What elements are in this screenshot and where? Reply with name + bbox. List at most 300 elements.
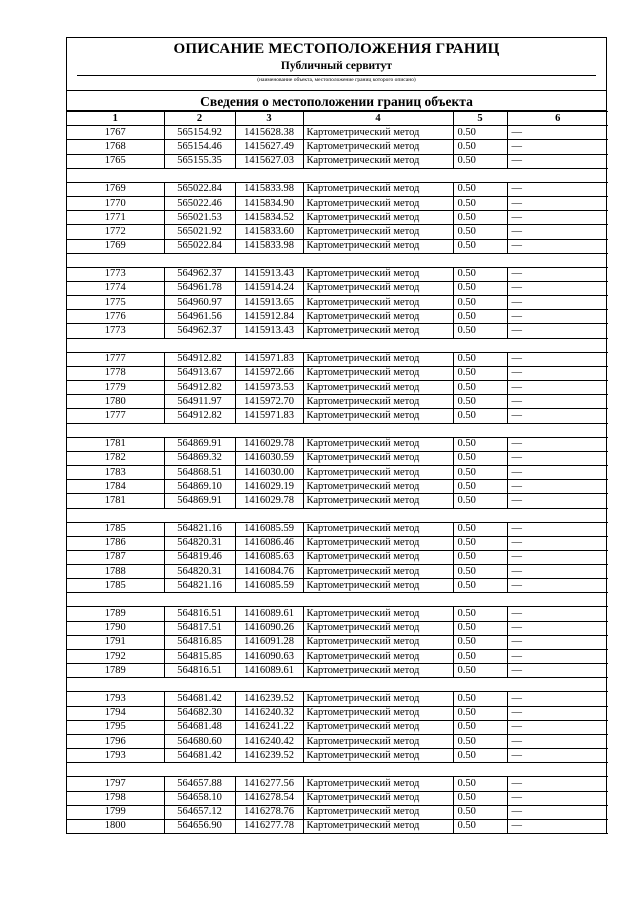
group-separator bbox=[67, 338, 608, 352]
description-cell: — bbox=[507, 494, 608, 508]
accuracy-cell: 0.50 bbox=[453, 395, 507, 409]
x-coordinate-cell: 564816.85 bbox=[164, 635, 235, 649]
x-coordinate-cell: 564815.85 bbox=[164, 650, 235, 664]
table-row bbox=[67, 182, 608, 196]
description-cell: — bbox=[507, 635, 608, 649]
accuracy-cell: 0.50 bbox=[453, 536, 507, 550]
description-cell: — bbox=[507, 267, 608, 281]
x-coordinate-cell: 564681.42 bbox=[164, 749, 235, 763]
x-coordinate-cell: 564657.12 bbox=[164, 805, 235, 819]
separator-cell bbox=[67, 168, 608, 182]
description-cell: — bbox=[507, 621, 608, 635]
point-number-cell: 1793 bbox=[67, 692, 164, 706]
description-cell: — bbox=[507, 437, 608, 451]
description-cell: — bbox=[507, 281, 608, 295]
accuracy-cell: 0.50 bbox=[453, 239, 507, 253]
point-number-cell: 1779 bbox=[67, 381, 164, 395]
document-title: ОПИСАНИЕ МЕСТОПОЛОЖЕНИЯ ГРАНИЦ bbox=[173, 41, 500, 57]
y-coordinate-cell: 1416090.63 bbox=[235, 650, 303, 664]
table-row bbox=[67, 154, 608, 168]
column-header-1: 1 bbox=[67, 112, 164, 126]
method-cell: Картометрический метод bbox=[303, 664, 453, 678]
separator-cell bbox=[67, 423, 608, 437]
x-coordinate-cell: 564681.48 bbox=[164, 720, 235, 734]
method-cell: Картометрический метод bbox=[303, 366, 453, 380]
point-number-cell: 1787 bbox=[67, 550, 164, 564]
point-number-cell: 1784 bbox=[67, 480, 164, 494]
method-cell: Картометрический метод bbox=[303, 791, 453, 805]
y-coordinate-cell: 1416086.46 bbox=[235, 536, 303, 550]
column-header-3: 3 bbox=[235, 112, 303, 126]
separator-cell bbox=[67, 508, 608, 522]
method-cell: Картометрический метод bbox=[303, 607, 453, 621]
description-cell: — bbox=[507, 324, 608, 338]
description-cell: — bbox=[507, 126, 608, 140]
table-row bbox=[67, 734, 608, 748]
table-row bbox=[67, 805, 608, 819]
group-separator bbox=[67, 763, 608, 777]
method-cell: Картометрический метод bbox=[303, 126, 453, 140]
y-coordinate-cell: 1415913.65 bbox=[235, 296, 303, 310]
table-row bbox=[67, 749, 608, 763]
description-cell: — bbox=[507, 409, 608, 423]
description-cell: — bbox=[507, 706, 608, 720]
y-coordinate-cell: 1415972.66 bbox=[235, 366, 303, 380]
description-cell: — bbox=[507, 565, 608, 579]
x-coordinate-cell: 564961.78 bbox=[164, 281, 235, 295]
accuracy-cell: 0.50 bbox=[453, 366, 507, 380]
table-row bbox=[67, 664, 608, 678]
y-coordinate-cell: 1416241.22 bbox=[235, 720, 303, 734]
accuracy-cell: 0.50 bbox=[453, 296, 507, 310]
y-coordinate-cell: 1416030.00 bbox=[235, 465, 303, 479]
description-cell: — bbox=[507, 310, 608, 324]
document-caption: (наименование объекта, местоположение границ которого описано) bbox=[257, 77, 416, 83]
description-cell: — bbox=[507, 225, 608, 239]
y-coordinate-cell: 1416239.52 bbox=[235, 749, 303, 763]
point-number-cell: 1799 bbox=[67, 805, 164, 819]
y-coordinate-cell: 1416277.78 bbox=[235, 819, 303, 833]
method-cell: Картометрический метод bbox=[303, 324, 453, 338]
description-cell: — bbox=[507, 607, 608, 621]
point-number-cell: 1793 bbox=[67, 749, 164, 763]
method-cell: Картометрический метод bbox=[303, 819, 453, 833]
y-coordinate-cell: 1415834.90 bbox=[235, 196, 303, 210]
point-number-cell: 1788 bbox=[67, 565, 164, 579]
accuracy-cell: 0.50 bbox=[453, 621, 507, 635]
description-cell: — bbox=[507, 734, 608, 748]
y-coordinate-cell: 1416278.76 bbox=[235, 805, 303, 819]
y-coordinate-cell: 1416240.32 bbox=[235, 706, 303, 720]
method-cell: Картометрический метод bbox=[303, 720, 453, 734]
document-subtitle: Публичный сервитут bbox=[280, 60, 393, 72]
point-number-cell: 1795 bbox=[67, 720, 164, 734]
point-number-cell: 1777 bbox=[67, 352, 164, 366]
y-coordinate-cell: 1415912.84 bbox=[235, 310, 303, 324]
point-number-cell: 1786 bbox=[67, 536, 164, 550]
group-separator bbox=[67, 168, 608, 182]
y-coordinate-cell: 1416085.63 bbox=[235, 550, 303, 564]
accuracy-cell: 0.50 bbox=[453, 522, 507, 536]
method-cell: Картометрический метод bbox=[303, 635, 453, 649]
description-cell: — bbox=[507, 522, 608, 536]
x-coordinate-cell: 564912.82 bbox=[164, 409, 235, 423]
x-coordinate-cell: 564869.32 bbox=[164, 451, 235, 465]
x-coordinate-cell: 564912.82 bbox=[164, 381, 235, 395]
accuracy-cell: 0.50 bbox=[453, 664, 507, 678]
y-coordinate-cell: 1416085.59 bbox=[235, 579, 303, 593]
description-cell: — bbox=[507, 381, 608, 395]
x-coordinate-cell: 564820.31 bbox=[164, 536, 235, 550]
method-cell: Картометрический метод bbox=[303, 409, 453, 423]
x-coordinate-cell: 565021.92 bbox=[164, 225, 235, 239]
table-row bbox=[67, 579, 608, 593]
accuracy-cell: 0.50 bbox=[453, 211, 507, 225]
method-cell: Картометрический метод bbox=[303, 805, 453, 819]
method-cell: Картометрический метод bbox=[303, 692, 453, 706]
table-row bbox=[67, 381, 608, 395]
accuracy-cell: 0.50 bbox=[453, 267, 507, 281]
method-cell: Картометрический метод bbox=[303, 267, 453, 281]
y-coordinate-cell: 1415972.70 bbox=[235, 395, 303, 409]
table-row bbox=[67, 395, 608, 409]
point-number-cell: 1771 bbox=[67, 211, 164, 225]
point-number-cell: 1789 bbox=[67, 607, 164, 621]
x-coordinate-cell: 564817.51 bbox=[164, 621, 235, 635]
point-number-cell: 1769 bbox=[67, 182, 164, 196]
method-cell: Картометрический метод bbox=[303, 494, 453, 508]
method-cell: Картометрический метод bbox=[303, 565, 453, 579]
method-cell: Картометрический метод bbox=[303, 579, 453, 593]
x-coordinate-cell: 564819.46 bbox=[164, 550, 235, 564]
accuracy-cell: 0.50 bbox=[453, 777, 507, 791]
description-cell: — bbox=[507, 239, 608, 253]
y-coordinate-cell: 1415913.43 bbox=[235, 267, 303, 281]
y-coordinate-cell: 1415833.60 bbox=[235, 225, 303, 239]
x-coordinate-cell: 564962.37 bbox=[164, 267, 235, 281]
section-title: Сведения о местоположении границ объекта bbox=[67, 93, 606, 111]
coordinates-table bbox=[67, 111, 608, 834]
y-coordinate-cell: 1416240.42 bbox=[235, 734, 303, 748]
description-cell: — bbox=[507, 211, 608, 225]
table-row bbox=[67, 239, 608, 253]
accuracy-cell: 0.50 bbox=[453, 565, 507, 579]
description-cell: — bbox=[507, 451, 608, 465]
y-coordinate-cell: 1416089.61 bbox=[235, 664, 303, 678]
table-header-row bbox=[67, 112, 608, 126]
method-cell: Картометрический метод bbox=[303, 749, 453, 763]
description-cell: — bbox=[507, 791, 608, 805]
y-coordinate-cell: 1416029.78 bbox=[235, 437, 303, 451]
description-cell: — bbox=[507, 536, 608, 550]
description-cell: — bbox=[507, 182, 608, 196]
method-cell: Картометрический метод bbox=[303, 706, 453, 720]
separator-cell bbox=[67, 338, 608, 352]
accuracy-cell: 0.50 bbox=[453, 607, 507, 621]
point-number-cell: 1777 bbox=[67, 409, 164, 423]
separator-cell bbox=[67, 253, 608, 267]
point-number-cell: 1785 bbox=[67, 522, 164, 536]
accuracy-cell: 0.50 bbox=[453, 409, 507, 423]
point-number-cell: 1797 bbox=[67, 777, 164, 791]
accuracy-cell: 0.50 bbox=[453, 281, 507, 295]
accuracy-cell: 0.50 bbox=[453, 126, 507, 140]
method-cell: Картометрический метод bbox=[303, 550, 453, 564]
table-row bbox=[67, 451, 608, 465]
table-row bbox=[67, 565, 608, 579]
x-coordinate-cell: 564816.51 bbox=[164, 664, 235, 678]
y-coordinate-cell: 1415627.49 bbox=[235, 140, 303, 154]
accuracy-cell: 0.50 bbox=[453, 650, 507, 664]
y-coordinate-cell: 1415627.03 bbox=[235, 154, 303, 168]
table-row bbox=[67, 196, 608, 210]
description-cell: — bbox=[507, 395, 608, 409]
x-coordinate-cell: 565022.84 bbox=[164, 182, 235, 196]
method-cell: Картометрический метод bbox=[303, 465, 453, 479]
column-header-5: 5 bbox=[453, 112, 507, 126]
point-number-cell: 1781 bbox=[67, 437, 164, 451]
method-cell: Картометрический метод bbox=[303, 196, 453, 210]
description-cell: — bbox=[507, 777, 608, 791]
accuracy-cell: 0.50 bbox=[453, 805, 507, 819]
column-header-2: 2 bbox=[164, 112, 235, 126]
table-row bbox=[67, 465, 608, 479]
coordinates-table-body bbox=[67, 112, 608, 834]
x-coordinate-cell: 564821.16 bbox=[164, 522, 235, 536]
point-number-cell: 1772 bbox=[67, 225, 164, 239]
accuracy-cell: 0.50 bbox=[453, 635, 507, 649]
caption-rule bbox=[77, 75, 596, 76]
y-coordinate-cell: 1416029.78 bbox=[235, 494, 303, 508]
table-row bbox=[67, 819, 608, 833]
group-separator bbox=[67, 508, 608, 522]
accuracy-cell: 0.50 bbox=[453, 154, 507, 168]
accuracy-cell: 0.50 bbox=[453, 182, 507, 196]
description-cell: — bbox=[507, 140, 608, 154]
group-separator bbox=[67, 593, 608, 607]
y-coordinate-cell: 1416089.61 bbox=[235, 607, 303, 621]
description-cell: — bbox=[507, 664, 608, 678]
point-number-cell: 1769 bbox=[67, 239, 164, 253]
method-cell: Картометрический метод bbox=[303, 536, 453, 550]
y-coordinate-cell: 1416030.59 bbox=[235, 451, 303, 465]
x-coordinate-cell: 564962.37 bbox=[164, 324, 235, 338]
description-cell: — bbox=[507, 480, 608, 494]
accuracy-cell: 0.50 bbox=[453, 480, 507, 494]
point-number-cell: 1767 bbox=[67, 126, 164, 140]
accuracy-cell: 0.50 bbox=[453, 437, 507, 451]
document-frame bbox=[66, 37, 607, 834]
table-row bbox=[67, 706, 608, 720]
table-row bbox=[67, 621, 608, 635]
accuracy-cell: 0.50 bbox=[453, 692, 507, 706]
x-coordinate-cell: 564681.42 bbox=[164, 692, 235, 706]
y-coordinate-cell: 1416085.59 bbox=[235, 522, 303, 536]
x-coordinate-cell: 564911.97 bbox=[164, 395, 235, 409]
y-coordinate-cell: 1416091.28 bbox=[235, 635, 303, 649]
separator-cell bbox=[67, 593, 608, 607]
point-number-cell: 1792 bbox=[67, 650, 164, 664]
table-row bbox=[67, 225, 608, 239]
description-cell: — bbox=[507, 352, 608, 366]
x-coordinate-cell: 564869.10 bbox=[164, 480, 235, 494]
point-number-cell: 1798 bbox=[67, 791, 164, 805]
point-number-cell: 1789 bbox=[67, 664, 164, 678]
table-row bbox=[67, 140, 608, 154]
table-row bbox=[67, 366, 608, 380]
x-coordinate-cell: 564913.67 bbox=[164, 366, 235, 380]
x-coordinate-cell: 565022.84 bbox=[164, 239, 235, 253]
accuracy-cell: 0.50 bbox=[453, 819, 507, 833]
separator-cell bbox=[67, 763, 608, 777]
x-coordinate-cell: 565155.35 bbox=[164, 154, 235, 168]
method-cell: Картометрический метод bbox=[303, 140, 453, 154]
table-row bbox=[67, 777, 608, 791]
method-cell: Картометрический метод bbox=[303, 154, 453, 168]
x-coordinate-cell: 564912.82 bbox=[164, 352, 235, 366]
accuracy-cell: 0.50 bbox=[453, 352, 507, 366]
point-number-cell: 1770 bbox=[67, 196, 164, 210]
group-separator bbox=[67, 253, 608, 267]
method-cell: Картометрический метод bbox=[303, 621, 453, 635]
y-coordinate-cell: 1416278.54 bbox=[235, 791, 303, 805]
x-coordinate-cell: 564658.10 bbox=[164, 791, 235, 805]
table-row bbox=[67, 791, 608, 805]
table-row bbox=[67, 480, 608, 494]
point-number-cell: 1780 bbox=[67, 395, 164, 409]
point-number-cell: 1776 bbox=[67, 310, 164, 324]
description-cell: — bbox=[507, 720, 608, 734]
x-coordinate-cell: 565154.92 bbox=[164, 126, 235, 140]
method-cell: Картометрический метод bbox=[303, 522, 453, 536]
table-row bbox=[67, 409, 608, 423]
point-number-cell: 1773 bbox=[67, 267, 164, 281]
group-separator bbox=[67, 423, 608, 437]
table-row bbox=[67, 281, 608, 295]
description-cell: — bbox=[507, 366, 608, 380]
table-row bbox=[67, 126, 608, 140]
table-row bbox=[67, 437, 608, 451]
x-coordinate-cell: 564656.90 bbox=[164, 819, 235, 833]
description-cell: — bbox=[507, 579, 608, 593]
accuracy-cell: 0.50 bbox=[453, 791, 507, 805]
description-cell: — bbox=[507, 296, 608, 310]
table-row bbox=[67, 692, 608, 706]
y-coordinate-cell: 1415628.38 bbox=[235, 126, 303, 140]
y-coordinate-cell: 1415833.98 bbox=[235, 182, 303, 196]
y-coordinate-cell: 1415833.98 bbox=[235, 239, 303, 253]
x-coordinate-cell: 564816.51 bbox=[164, 607, 235, 621]
description-cell: — bbox=[507, 692, 608, 706]
accuracy-cell: 0.50 bbox=[453, 734, 507, 748]
x-coordinate-cell: 564680.60 bbox=[164, 734, 235, 748]
table-row bbox=[67, 550, 608, 564]
x-coordinate-cell: 564869.91 bbox=[164, 494, 235, 508]
accuracy-cell: 0.50 bbox=[453, 196, 507, 210]
description-cell: — bbox=[507, 196, 608, 210]
point-number-cell: 1768 bbox=[67, 140, 164, 154]
document-header bbox=[67, 38, 606, 91]
method-cell: Картометрический метод bbox=[303, 296, 453, 310]
table-row bbox=[67, 522, 608, 536]
accuracy-cell: 0.50 bbox=[453, 451, 507, 465]
table-row bbox=[67, 536, 608, 550]
separator-cell bbox=[67, 678, 608, 692]
method-cell: Картометрический метод bbox=[303, 381, 453, 395]
y-coordinate-cell: 1415914.24 bbox=[235, 281, 303, 295]
method-cell: Картометрический метод bbox=[303, 650, 453, 664]
accuracy-cell: 0.50 bbox=[453, 381, 507, 395]
point-number-cell: 1785 bbox=[67, 579, 164, 593]
accuracy-cell: 0.50 bbox=[453, 324, 507, 338]
accuracy-cell: 0.50 bbox=[453, 494, 507, 508]
method-cell: Картометрический метод bbox=[303, 239, 453, 253]
point-number-cell: 1800 bbox=[67, 819, 164, 833]
table-row bbox=[67, 324, 608, 338]
description-cell: — bbox=[507, 749, 608, 763]
column-header-4: 4 bbox=[303, 112, 453, 126]
y-coordinate-cell: 1415913.43 bbox=[235, 324, 303, 338]
point-number-cell: 1783 bbox=[67, 465, 164, 479]
y-coordinate-cell: 1416090.26 bbox=[235, 621, 303, 635]
point-number-cell: 1790 bbox=[67, 621, 164, 635]
description-cell: — bbox=[507, 550, 608, 564]
accuracy-cell: 0.50 bbox=[453, 550, 507, 564]
x-coordinate-cell: 565021.53 bbox=[164, 211, 235, 225]
method-cell: Картометрический метод bbox=[303, 437, 453, 451]
description-cell: — bbox=[507, 805, 608, 819]
accuracy-cell: 0.50 bbox=[453, 140, 507, 154]
method-cell: Картометрический метод bbox=[303, 480, 453, 494]
description-cell: — bbox=[507, 650, 608, 664]
point-number-cell: 1774 bbox=[67, 281, 164, 295]
table-row bbox=[67, 494, 608, 508]
method-cell: Картометрический метод bbox=[303, 451, 453, 465]
method-cell: Картометрический метод bbox=[303, 352, 453, 366]
y-coordinate-cell: 1415971.83 bbox=[235, 352, 303, 366]
y-coordinate-cell: 1415973.53 bbox=[235, 381, 303, 395]
point-number-cell: 1765 bbox=[67, 154, 164, 168]
x-coordinate-cell: 564961.56 bbox=[164, 310, 235, 324]
y-coordinate-cell: 1416277.56 bbox=[235, 777, 303, 791]
accuracy-cell: 0.50 bbox=[453, 465, 507, 479]
x-coordinate-cell: 564869.91 bbox=[164, 437, 235, 451]
y-coordinate-cell: 1416239.52 bbox=[235, 692, 303, 706]
table-row bbox=[67, 310, 608, 324]
table-row bbox=[67, 267, 608, 281]
method-cell: Картометрический метод bbox=[303, 777, 453, 791]
table-row bbox=[67, 352, 608, 366]
method-cell: Картометрический метод bbox=[303, 395, 453, 409]
table-row bbox=[67, 607, 608, 621]
y-coordinate-cell: 1415971.83 bbox=[235, 409, 303, 423]
method-cell: Картометрический метод bbox=[303, 310, 453, 324]
point-number-cell: 1773 bbox=[67, 324, 164, 338]
description-cell: — bbox=[507, 465, 608, 479]
x-coordinate-cell: 564868.51 bbox=[164, 465, 235, 479]
table-row bbox=[67, 635, 608, 649]
x-coordinate-cell: 564960.97 bbox=[164, 296, 235, 310]
y-coordinate-cell: 1415834.52 bbox=[235, 211, 303, 225]
point-number-cell: 1775 bbox=[67, 296, 164, 310]
accuracy-cell: 0.50 bbox=[453, 706, 507, 720]
method-cell: Картометрический метод bbox=[303, 734, 453, 748]
method-cell: Картометрический метод bbox=[303, 211, 453, 225]
description-cell: — bbox=[507, 819, 608, 833]
description-cell: — bbox=[507, 154, 608, 168]
y-coordinate-cell: 1416029.19 bbox=[235, 480, 303, 494]
method-cell: Картометрический метод bbox=[303, 182, 453, 196]
